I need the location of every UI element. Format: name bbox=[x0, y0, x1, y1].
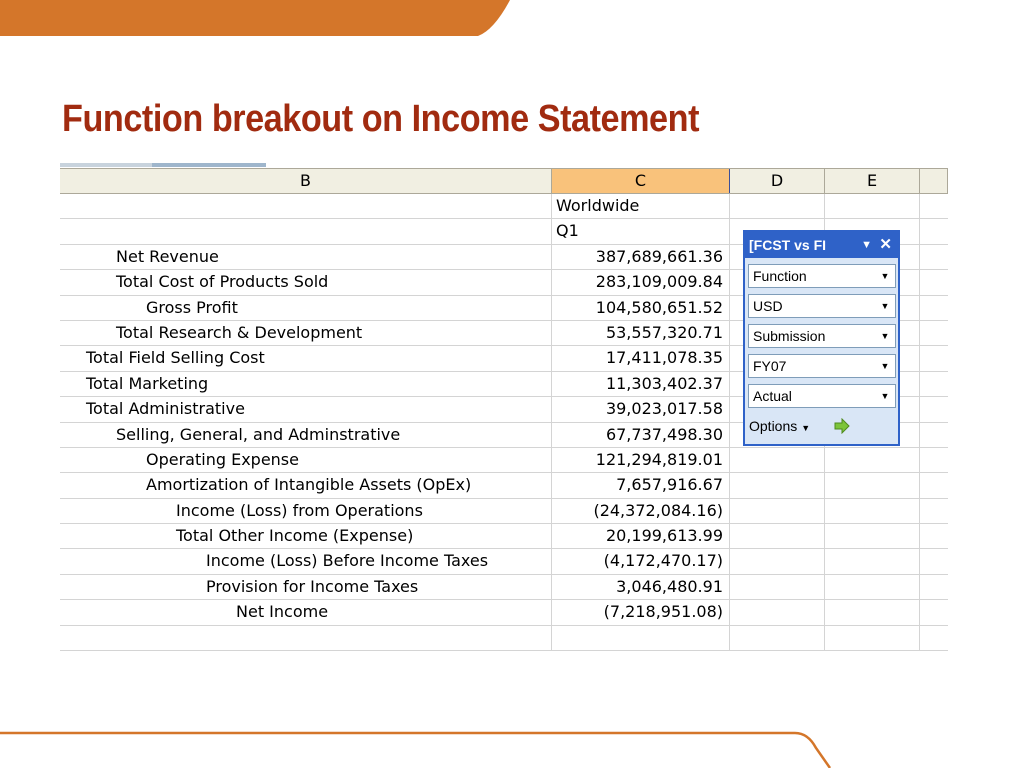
pov-dropdown[interactable] bbox=[748, 294, 896, 318]
table-row bbox=[60, 194, 948, 219]
cell-value: 387,689,661.36 bbox=[595, 246, 723, 266]
cell-value: Q1 bbox=[556, 221, 579, 241]
empty-cell[interactable] bbox=[920, 219, 948, 243]
pov-dropdown-value: Function bbox=[753, 268, 807, 284]
cell-value: (4,172,470.17) bbox=[603, 551, 723, 571]
empty-cell[interactable] bbox=[730, 524, 825, 548]
row-label-cell[interactable] bbox=[60, 321, 552, 345]
value-cell[interactable] bbox=[552, 296, 730, 320]
value-cell[interactable] bbox=[552, 423, 730, 447]
empty-cell[interactable] bbox=[825, 549, 920, 573]
row-label: Total Cost of Products Sold bbox=[116, 272, 329, 292]
empty-cell[interactable] bbox=[920, 626, 948, 650]
slide-title: Function breakout on Income Statement bbox=[62, 98, 700, 140]
empty-cell[interactable] bbox=[920, 346, 948, 370]
row-label-cell[interactable] bbox=[60, 270, 552, 294]
empty-cell[interactable] bbox=[920, 296, 948, 320]
row-label-cell[interactable] bbox=[60, 397, 552, 421]
empty-cell[interactable] bbox=[825, 473, 920, 497]
pov-dropdown[interactable] bbox=[748, 354, 896, 378]
bottom-accent-line bbox=[0, 720, 1024, 768]
value-cell[interactable] bbox=[552, 194, 730, 218]
options-button[interactable] bbox=[749, 414, 810, 440]
row-label-cell[interactable] bbox=[60, 499, 552, 523]
cell-value: (7,218,951.08) bbox=[603, 602, 723, 622]
row-label-cell[interactable] bbox=[60, 600, 552, 624]
empty-cell[interactable] bbox=[730, 194, 825, 218]
value-cell[interactable] bbox=[552, 600, 730, 624]
empty-cell[interactable] bbox=[920, 473, 948, 497]
pov-dropdown-value: Submission bbox=[753, 328, 826, 344]
empty-cell[interactable] bbox=[920, 372, 948, 396]
row-label: Total Research & Development bbox=[116, 322, 363, 342]
refresh-arrow-icon[interactable] bbox=[833, 418, 851, 434]
pov-dropdown-value: FY07 bbox=[753, 358, 787, 374]
cell-value: 17,411,078.35 bbox=[605, 348, 723, 368]
pov-dropdown[interactable] bbox=[748, 264, 896, 288]
row-label-cell[interactable] bbox=[60, 219, 552, 243]
sheet-accent-bar bbox=[60, 163, 266, 167]
row-label-cell[interactable] bbox=[60, 626, 552, 650]
row-label-cell[interactable] bbox=[60, 346, 552, 370]
cell-value: 7,657,916.67 bbox=[616, 475, 723, 495]
row-label: Income (Loss) from Operations bbox=[176, 500, 423, 520]
row-label: Total Other Income (Expense) bbox=[176, 526, 414, 546]
value-cell[interactable] bbox=[552, 397, 730, 421]
empty-cell[interactable] bbox=[920, 245, 948, 269]
row-label-cell[interactable] bbox=[60, 372, 552, 396]
row-label-cell[interactable] bbox=[60, 245, 552, 269]
table-row bbox=[60, 575, 948, 600]
empty-cell[interactable] bbox=[825, 524, 920, 548]
empty-cell[interactable] bbox=[730, 575, 825, 599]
value-cell[interactable] bbox=[552, 549, 730, 573]
table-row bbox=[60, 499, 948, 524]
chevron-down-icon[interactable]: ▼ bbox=[876, 266, 894, 286]
empty-cell[interactable] bbox=[730, 473, 825, 497]
table-row bbox=[60, 600, 948, 625]
empty-cell[interactable] bbox=[730, 549, 825, 573]
chevron-down-icon[interactable]: ▼ bbox=[876, 326, 894, 346]
row-label: Provision for Income Taxes bbox=[206, 576, 419, 596]
options-label: Options bbox=[749, 418, 798, 434]
value-cell[interactable] bbox=[552, 245, 730, 269]
empty-cell[interactable] bbox=[825, 499, 920, 523]
empty-cell[interactable] bbox=[825, 575, 920, 599]
column-header-row bbox=[60, 168, 948, 194]
pov-title: [FCST vs FI bbox=[749, 237, 827, 253]
row-label-cell[interactable] bbox=[60, 296, 552, 320]
cell-value: 67,737,498.30 bbox=[605, 424, 723, 444]
row-label-cell[interactable] bbox=[60, 194, 552, 218]
table-row bbox=[60, 473, 948, 498]
row-label: Gross Profit bbox=[146, 297, 238, 317]
cell-value: 283,109,009.84 bbox=[595, 272, 723, 292]
column-header-c[interactable]: C bbox=[552, 169, 730, 193]
value-cell[interactable] bbox=[552, 524, 730, 548]
value-cell[interactable] bbox=[552, 219, 730, 243]
row-label: Total Administrative bbox=[86, 399, 245, 419]
pov-dropdown-value: Actual bbox=[753, 388, 792, 404]
empty-cell[interactable] bbox=[730, 626, 825, 650]
cell-value: 20,199,613.99 bbox=[605, 526, 723, 546]
empty-cell[interactable] bbox=[730, 448, 825, 472]
cell-value: 121,294,819.01 bbox=[595, 449, 723, 469]
empty-cell[interactable] bbox=[920, 270, 948, 294]
close-icon[interactable]: ✕ bbox=[879, 236, 892, 253]
row-label: Net Income bbox=[236, 602, 329, 622]
row-label-cell[interactable] bbox=[60, 549, 552, 573]
chevron-down-icon[interactable]: ▼ bbox=[876, 386, 894, 406]
cell-value: 53,557,320.71 bbox=[605, 322, 723, 342]
chevron-down-icon[interactable]: ▼ bbox=[876, 296, 894, 316]
cell-value: (24,372,084.16) bbox=[593, 500, 723, 520]
value-cell[interactable] bbox=[552, 346, 730, 370]
column-header-f[interactable] bbox=[920, 169, 948, 193]
empty-cell[interactable] bbox=[825, 194, 920, 218]
value-cell[interactable] bbox=[552, 448, 730, 472]
empty-cell[interactable] bbox=[825, 448, 920, 472]
cell-value: 3,046,480.91 bbox=[616, 576, 723, 596]
column-header-e[interactable]: E bbox=[825, 169, 920, 193]
cell-value: Worldwide bbox=[556, 196, 640, 215]
empty-cell[interactable] bbox=[920, 194, 948, 218]
empty-cell[interactable] bbox=[920, 575, 948, 599]
row-label: Total Field Selling Cost bbox=[86, 348, 265, 368]
row-label: Amortization of Intangible Assets (OpEx) bbox=[146, 475, 472, 495]
row-label: Income (Loss) Before Income Taxes bbox=[206, 551, 489, 571]
table-row bbox=[60, 549, 948, 574]
options-dropdown-icon: ▼ bbox=[801, 423, 811, 433]
row-label: Total Marketing bbox=[86, 373, 209, 393]
row-label-cell[interactable] bbox=[60, 473, 552, 497]
pov-dropdown[interactable] bbox=[748, 324, 896, 348]
empty-cell[interactable] bbox=[825, 600, 920, 624]
row-label: Selling, General, and Adminstrative bbox=[116, 424, 401, 444]
empty-cell[interactable] bbox=[920, 448, 948, 472]
empty-cell[interactable] bbox=[920, 600, 948, 624]
value-cell[interactable] bbox=[552, 473, 730, 497]
empty-cell[interactable] bbox=[730, 600, 825, 624]
value-cell[interactable] bbox=[552, 626, 730, 650]
row-label-cell[interactable] bbox=[60, 524, 552, 548]
cell-value: 11,303,402.37 bbox=[605, 373, 723, 393]
value-cell[interactable] bbox=[552, 270, 730, 294]
row-label-cell[interactable] bbox=[60, 575, 552, 599]
pov-panel[interactable] bbox=[743, 230, 900, 446]
row-label-cell[interactable] bbox=[60, 448, 552, 472]
pov-title-bar[interactable] bbox=[745, 232, 898, 258]
empty-cell[interactable] bbox=[920, 397, 948, 421]
cell-value: 39,023,017.58 bbox=[605, 399, 723, 419]
top-accent-band bbox=[0, 0, 1024, 36]
value-cell[interactable] bbox=[552, 575, 730, 599]
table-row bbox=[60, 626, 948, 651]
value-cell[interactable] bbox=[552, 372, 730, 396]
empty-cell[interactable] bbox=[920, 524, 948, 548]
empty-cell[interactable] bbox=[825, 626, 920, 650]
value-cell[interactable] bbox=[552, 321, 730, 345]
empty-cell[interactable] bbox=[920, 549, 948, 573]
table-row bbox=[60, 448, 948, 473]
empty-cell[interactable] bbox=[920, 499, 948, 523]
empty-cell[interactable] bbox=[730, 499, 825, 523]
column-header-b[interactable]: B bbox=[60, 169, 552, 193]
column-header-d[interactable]: D bbox=[730, 169, 825, 193]
pov-dropdown-value: USD bbox=[753, 298, 783, 314]
chevron-down-icon[interactable]: ▼ bbox=[876, 356, 894, 376]
cell-value: 104,580,651.52 bbox=[595, 297, 723, 317]
row-label-cell[interactable] bbox=[60, 423, 552, 447]
value-cell[interactable] bbox=[552, 499, 730, 523]
table-row bbox=[60, 524, 948, 549]
pov-menu-arrow-icon[interactable]: ▼ bbox=[861, 239, 872, 251]
empty-cell[interactable] bbox=[920, 321, 948, 345]
empty-cell[interactable] bbox=[920, 423, 948, 447]
row-label: Operating Expense bbox=[146, 449, 299, 469]
pov-dropdown[interactable] bbox=[748, 384, 896, 408]
row-label: Net Revenue bbox=[116, 246, 219, 266]
